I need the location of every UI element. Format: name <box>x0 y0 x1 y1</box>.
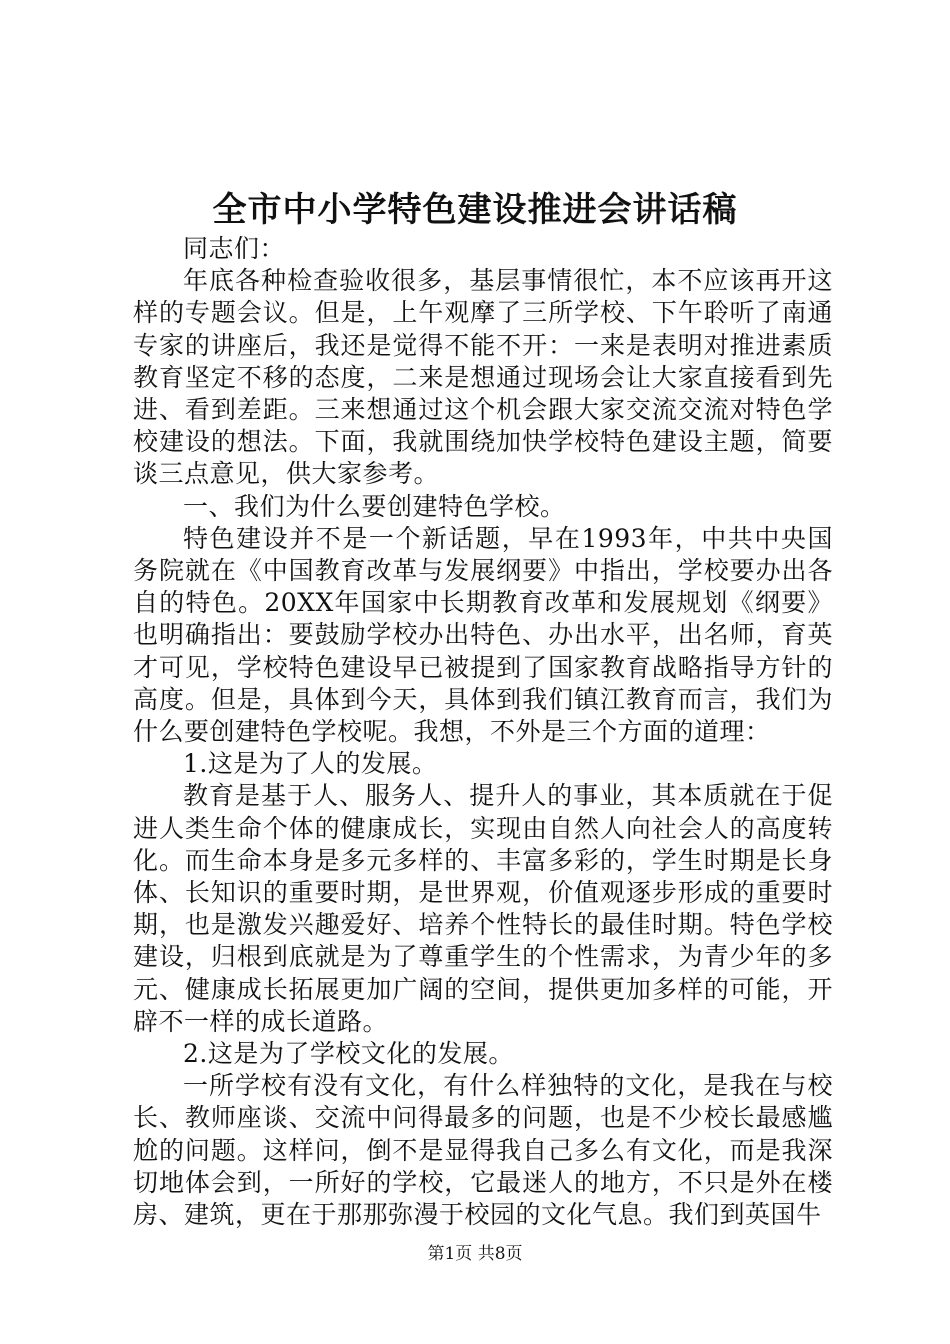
document-title: 全市中小学特色建设推进会讲话稿 <box>212 190 738 230</box>
paragraph: 年底各种检查验收很多，基层事情很忙，本不应该再开这样的专题会议。但是，上午观摩了三所学校、下午聆听了南通专家的讲座后，我还是觉得不能不开：一来是表明对推进素质教育坚定不移的态度，二来是想通过现场会让大家直接看到先进、看到差距。三来想通过这个机会跟大家交流交流对特色学校建设的想法。下面，我就围绕加快学校特色建设主题，简要谈三点意见，供大家参考。 <box>133 266 833 489</box>
section-heading: 一、我们为什么要创建特色学校。 <box>183 491 566 521</box>
subsection-heading: 2.这是为了学校文化的发展。 <box>183 1039 514 1069</box>
paragraph: 特色建设并不是一个新话题，早在1993年，中共中央国务院就在《中国教育改革与发展纲要》中指出，学校要办出各自的特色。20XX年国家中长期教育改革和发展规划《纲要》也明确指出：要鼓励学校办出特色、办出水平，出名师，育英才可见，学校特色建设早已被提到了国家教育战略指导方针的高度。但是，具体到今天，具体到我们镇江教育而言，我们为什么要创建特色学校呢。我想，不外是三个方面的道理： <box>133 523 833 747</box>
paragraph-salutation: 同志们： <box>183 234 286 263</box>
paragraph: 教育是基于人、服务人、提升人的事业，其本质就在于促进人类生命个体的健康成长，实现由自然人向社会人的高度转化。而生命本身是多元多样的、丰富多彩的，学生时期是长身体、长知识的重要时期，是世界观，价值观逐步形成的重要时期，也是激发兴趣爱好、培养个性特长的最佳时期。特色学校建设，归根到底就是为了尊重学生的个性需求，为青少年的多元、健康成长拓展更加广阔的空间，提供更加多样的可能，开辟不一样的成长道路。 <box>133 781 833 1036</box>
subsection-heading: 1.这是为了人的发展。 <box>183 749 438 779</box>
page-footer: 第1页 共8页 <box>427 1244 523 1264</box>
paragraph: 一所学校有没有文化，有什么样独特的文化，是我在与校长、教师座谈、交流中问得最多的问题，也是不少校长最感尴尬的问题。这样问，倒不是显得我自己多么有文化，而是我深切地体会到，一所好的学校，它最迷人的地方，不只是外在楼房、建筑，更在于那那弥漫于校园的文化气息。我们到英国牛 <box>133 1071 833 1230</box>
document-body <box>133 233 833 1231</box>
